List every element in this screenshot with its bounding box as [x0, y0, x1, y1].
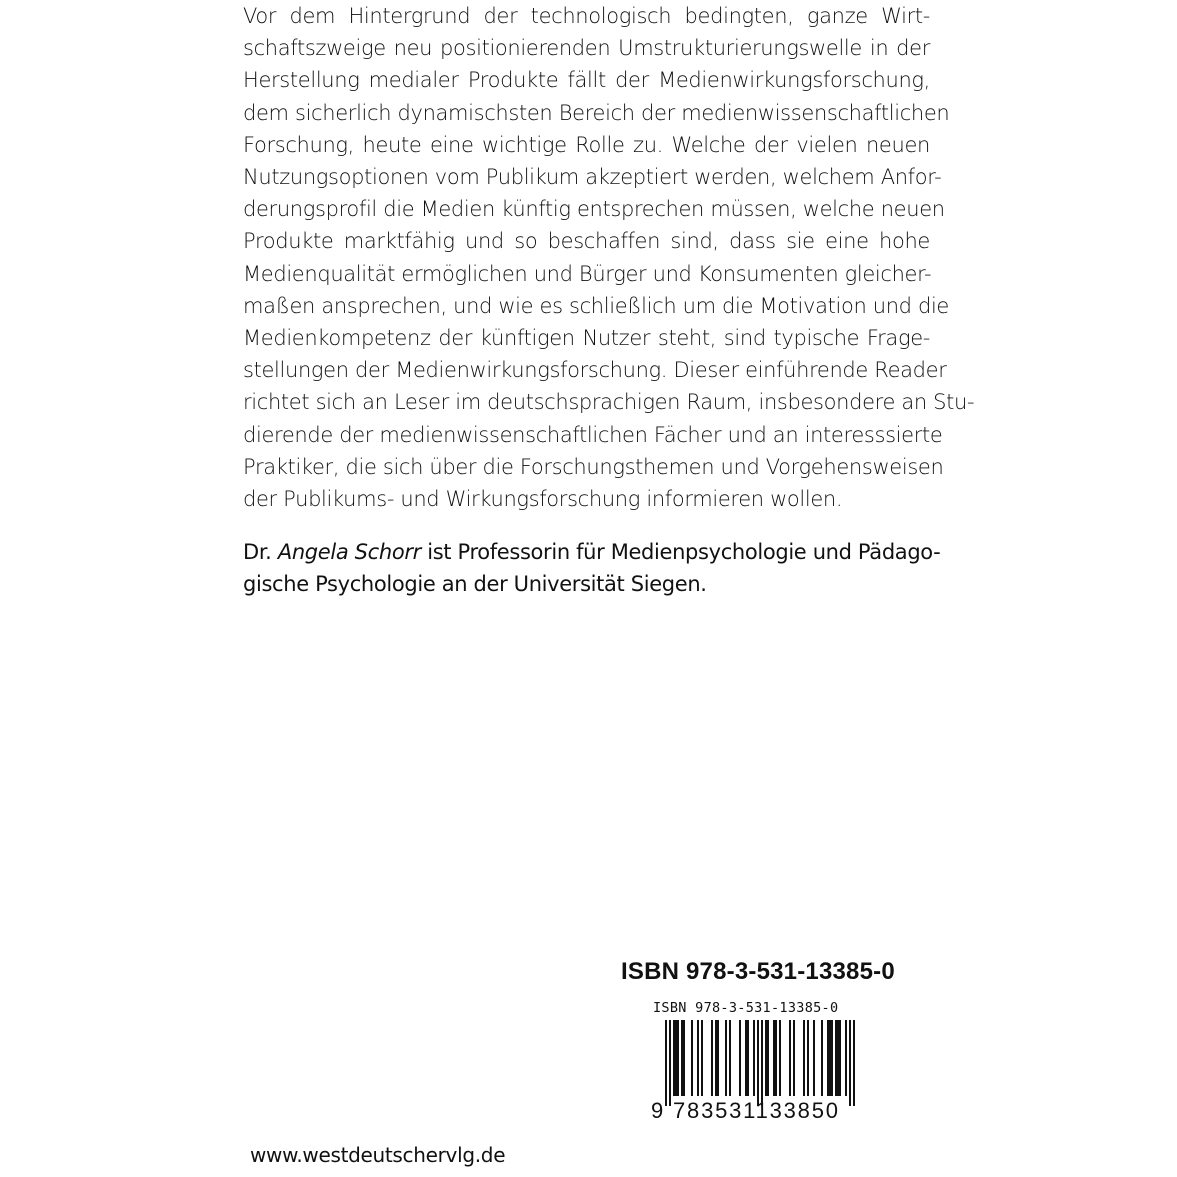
barcode-bar [779, 1020, 781, 1096]
barcode-bar [725, 1020, 727, 1096]
barcode-bar [831, 1020, 833, 1096]
barcode-bar [845, 1020, 847, 1096]
barcode-bar [747, 1020, 749, 1096]
barcode-bar [697, 1020, 699, 1096]
barcode-bar [683, 1020, 685, 1096]
barcode-bar [807, 1020, 809, 1096]
author-bio-line: gische Psychologie an der Universität Siegen. [243, 572, 707, 597]
blurb-text [243, 0, 975, 515]
barcode-bar [829, 1020, 831, 1096]
blurb-line: Forschung, heute eine wichtige Rolle zu. Welche der vielen neuen [243, 132, 930, 157]
barcode-bar [827, 1020, 829, 1096]
barcode-bar [753, 1020, 755, 1096]
blurb-line: Herstellung medialer Produkte fällt der Medienwirkungsforschung, [243, 68, 930, 93]
blurb-line: Medienkompetenz der künftigen Nutzer steht, sind typische Frage- [243, 326, 930, 351]
isbn-small-label: ISBN 978-3-531-13385-0 [653, 1000, 839, 1016]
barcode-bar [837, 1020, 839, 1096]
barcode-bar [691, 1020, 693, 1096]
blurb-line: Vor dem Hintergrund der technologisch bedingten, ganze Wirt- [243, 4, 930, 28]
barcode-bar [775, 1020, 777, 1096]
blurb-line: der Publikums- und Wirkungsforschung informieren wollen. [243, 487, 843, 512]
barcode-bar [813, 1020, 815, 1096]
barcode-bar [773, 1020, 775, 1096]
blurb-line: maßen ansprechen, und wie es schließlich um die Motivation und die [243, 293, 950, 318]
blurb-line: schaftszweige neu positionierenden Umstrukturierungswelle in der [243, 36, 930, 61]
barcode-bar [803, 1020, 805, 1096]
barcode-bar [673, 1020, 675, 1096]
author-bio [243, 536, 941, 600]
barcode-guard-bar [853, 1020, 855, 1106]
blurb-line: Praktiker, die sich über die Forschungsthemen und Vorgehensweisen [243, 454, 944, 479]
barcode-bar [793, 1020, 795, 1096]
ean-barcode [647, 1020, 877, 1108]
barcode-bar [701, 1020, 703, 1096]
blurb-line: Nutzungsoptionen vom Publikum akzeptiert werden, welchem Anfor- [243, 165, 942, 190]
barcode-bar [729, 1020, 731, 1096]
barcode-block [647, 1000, 877, 1125]
barcode-bar [821, 1020, 823, 1096]
barcode-bar [677, 1020, 679, 1096]
blurb-line: richtet sich an Leser im deutschsprachigen Raum, insbesondere an Stu- [243, 390, 975, 415]
blurb-line: stellungen der Medienwirkungsforschung. Dieser einführende Reader [243, 358, 947, 383]
barcode-guard-bar [757, 1020, 759, 1106]
blurb-line: derungsprofil die Medien künftig entsprechen müssen, welche neuen [243, 197, 945, 222]
author-bio-text: ist Professorin für Medienpsychologie und Pädago- [420, 540, 941, 564]
barcode-bar [711, 1020, 713, 1096]
author-title: Dr. [243, 540, 278, 564]
blurb-line: Produkte marktfähig und so beschaffen sind, dass sie eine hohe [243, 229, 930, 254]
barcode-bar [789, 1020, 791, 1096]
ean-first-digit: 9 [651, 1098, 664, 1123]
blurb-line: dierende der medienwissenschaftlichen Fächer und an interesssierte [243, 422, 943, 447]
barcode-guard-bar [669, 1020, 671, 1106]
author-bio-line [243, 536, 941, 568]
ean-digit-groups: 783531133850 [673, 1098, 840, 1123]
barcode-bar [835, 1020, 837, 1096]
blurb-line: dem sicherlich dynamischsten Bereich der medienwissenschaftlichen [243, 100, 950, 125]
barcode-bar [717, 1020, 719, 1096]
barcode-bar [739, 1020, 741, 1096]
barcode-bar [765, 1020, 767, 1096]
barcode-bar [675, 1020, 677, 1096]
author-name: Angela Schorr [277, 540, 421, 564]
barcode-bar [767, 1020, 769, 1096]
blurb-line: Medienqualität ermöglichen und Bürger und Konsumenten gleicher- [243, 261, 932, 286]
barcode-guard-bar [665, 1020, 667, 1106]
publisher-url: www.westdeutschervlg.de [250, 1143, 506, 1167]
isbn-heading: ISBN 978-3-531-13385-0 [621, 958, 895, 985]
barcode-bar [715, 1020, 717, 1096]
barcode-guard-bar [761, 1020, 763, 1106]
barcode-bar [681, 1020, 683, 1096]
barcode-bar [839, 1020, 841, 1096]
barcode-guard-bar [849, 1020, 851, 1106]
barcode-bar [745, 1020, 747, 1096]
